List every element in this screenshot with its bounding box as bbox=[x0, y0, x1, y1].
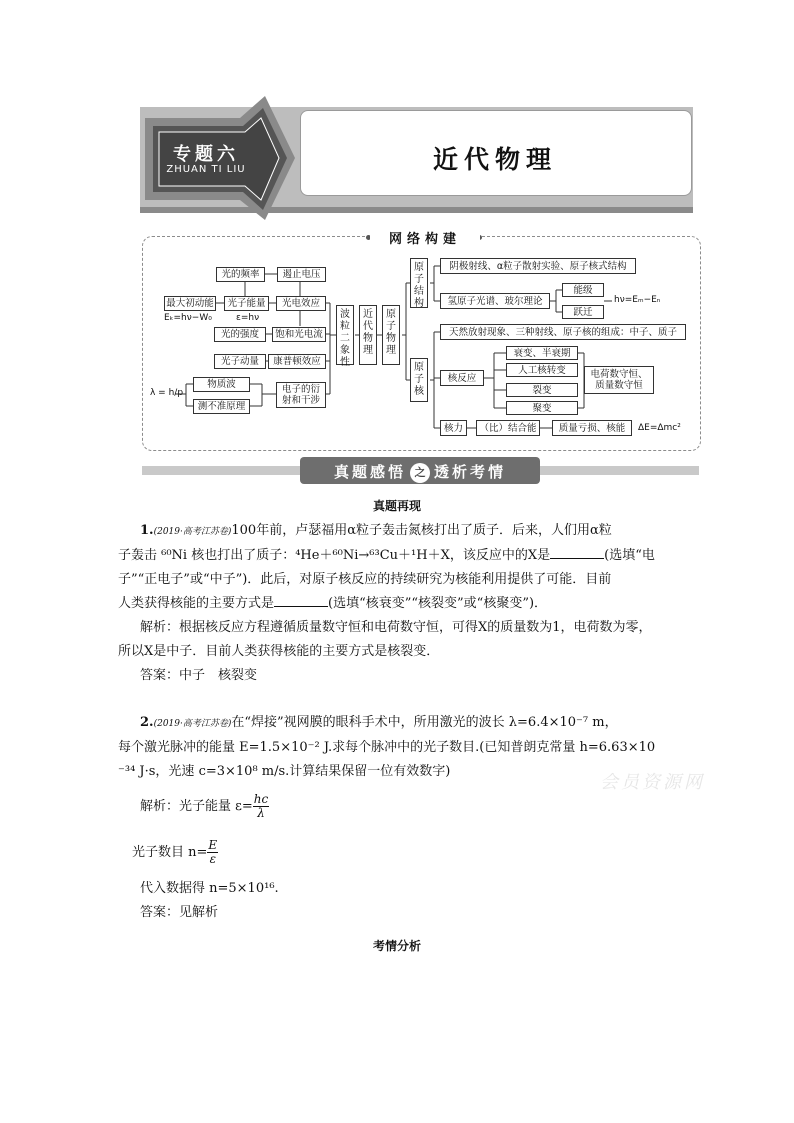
page-title: 近代物理 bbox=[432, 145, 557, 174]
fraction-numerator: hc bbox=[253, 792, 269, 806]
formula-de-broglie: λ = h/p bbox=[150, 388, 184, 398]
node-matter-wave: 物质波 bbox=[193, 377, 250, 392]
node-light-frequency: 光的频率 bbox=[216, 267, 265, 282]
node-binding-energy: （比）结合能 bbox=[476, 420, 540, 436]
node-atomic-structure: 原子结构 bbox=[410, 258, 428, 308]
q1-answer: 答案：中子 核裂变 bbox=[140, 668, 258, 683]
q1-text-d2: (选填“核衰变”“核裂变”或“核聚变”)． bbox=[328, 596, 548, 611]
q1-blank-1 bbox=[550, 546, 604, 559]
q2-answer: 答案：见解析 bbox=[140, 905, 219, 920]
q1-blank-2 bbox=[274, 594, 328, 607]
formula-transition: hν=Eₘ−Eₙ bbox=[614, 295, 661, 305]
node-modern-physics: 近代物理 bbox=[359, 305, 377, 365]
q1-number: 1. bbox=[140, 523, 154, 538]
section-title-right: 透析考情 bbox=[434, 463, 507, 481]
node-fusion: 聚变 bbox=[506, 401, 578, 415]
fraction-hc-over-lambda bbox=[253, 793, 269, 820]
fraction-e-over-epsilon bbox=[207, 839, 218, 866]
q1-text-b1: 子轰击 ⁶⁰Ni 核也打出了质子：⁴He＋⁶⁰Ni→⁶³Cu＋¹H＋X，该反应中的X是 bbox=[118, 548, 551, 563]
q2-text-a: 在“焊接”视网膜的眼科手术中，所用激光的波长 λ=6.4×10⁻⁷ m， bbox=[231, 715, 618, 730]
node-atomic-physics: 原子物理 bbox=[382, 305, 400, 365]
formula-kinetic-energy: Eₖ=hν−W₀ bbox=[164, 313, 212, 323]
q2-count-label: 光子数目 n= bbox=[132, 845, 208, 860]
node-fission: 裂变 bbox=[506, 383, 578, 397]
node-light-intensity: 光的强度 bbox=[214, 327, 266, 342]
node-transition: 跃迁 bbox=[562, 305, 604, 319]
node-electron-diffraction: 电子的衍射和干涉 bbox=[276, 382, 326, 408]
node-photon-energy: 光子能量 bbox=[224, 296, 269, 311]
node-energy-levels: 能级 bbox=[562, 283, 604, 297]
node-mass-defect: 质量亏损、核能 bbox=[552, 420, 632, 436]
q2-source: (2019·高考江苏卷) bbox=[153, 719, 232, 729]
node-photon-momentum: 光子动量 bbox=[214, 354, 266, 369]
q2-text-c: ⁻³⁴ J·s，光速 c=3×10⁸ m/s.计算结果保留一位有效数字) bbox=[118, 764, 451, 779]
section-title-mid: 之 bbox=[410, 463, 430, 483]
fraction-denominator: λ bbox=[257, 806, 265, 820]
node-photoelectric-effect: 光电效应 bbox=[276, 296, 326, 311]
badge-title: 专题六 bbox=[173, 144, 239, 165]
q2-analysis bbox=[118, 792, 688, 822]
q2-substitute: 代入数据得 n=5×10¹⁶. bbox=[140, 881, 279, 896]
formula-photon-energy: ε=hν bbox=[236, 313, 260, 323]
formula-mass-energy: ΔE=Δmc² bbox=[638, 423, 681, 433]
node-nuclear-reaction: 核反应 bbox=[440, 370, 484, 386]
q2-result bbox=[118, 877, 688, 925]
q1-analysis-b: 所以X是中子．目前人类获得核能的主要方式是核裂变． bbox=[118, 644, 440, 659]
heading-exam-review: 真题再现 bbox=[372, 499, 421, 513]
node-radioactivity: 天然放射现象、三种射线、原子核的组成：中子、质子 bbox=[440, 324, 686, 340]
q1-text-d1: 人类获得核能的主要方式是 bbox=[118, 596, 275, 611]
node-hydrogen-spectrum: 氢原子光谱、玻尔理论 bbox=[440, 293, 550, 309]
node-decay-half-life: 衰变、半衰期 bbox=[506, 346, 578, 360]
q2-text-b: 每个激光脉冲的能量 E=1.5×10⁻² J.求每个脉冲中的光子数目.(已知普朗克常量 h=6.63×10 bbox=[118, 740, 656, 755]
concept-map-title: 网络构建 bbox=[370, 228, 480, 246]
node-max-kinetic-energy: 最大初动能 bbox=[164, 296, 216, 311]
heading-exam-analysis: 考情分析 bbox=[372, 939, 421, 953]
node-compton-effect: 康普顿效应 bbox=[268, 354, 326, 369]
node-artificial-transmutation: 人工核转变 bbox=[506, 363, 578, 377]
fraction-denominator: ε bbox=[209, 852, 217, 866]
fraction-numerator: E bbox=[208, 838, 218, 852]
q1-source: (2019·高考江苏卷) bbox=[153, 527, 232, 537]
node-uncertainty-principle: 测不准原理 bbox=[193, 399, 250, 414]
section-title-left: 真题感悟 bbox=[333, 463, 406, 481]
q1-text-c: 子”“正电子”或“中子”)．此后，对原子核反应的持续研究为核能利用提供了可能．目前 bbox=[118, 572, 612, 587]
badge-subtitle: ZHUAN TI LIU bbox=[166, 164, 246, 175]
node-stopping-voltage: 遏止电压 bbox=[277, 267, 326, 282]
node-cathode-rays: 阴极射线、α粒子散射实验、原子核式结构 bbox=[440, 258, 636, 274]
node-nuclear-force: 核力 bbox=[440, 420, 467, 436]
node-wave-particle-duality: 波粒二象性 bbox=[336, 305, 354, 365]
concept-map-connectors bbox=[0, 0, 794, 460]
node-conservation-laws: 电荷数守恒、质量数守恒 bbox=[584, 366, 654, 394]
node-nucleus: 原子核 bbox=[410, 358, 428, 402]
q1-text-b2: (选填“电 bbox=[604, 548, 655, 563]
q1-analysis-a: 解析：根据核反应方程遵循质量数守恒和电荷数守恒，可得X的质量数为1，电荷数为零， bbox=[140, 620, 652, 635]
question-1 bbox=[118, 519, 688, 688]
q2-count bbox=[132, 838, 702, 868]
q2-energy-label: 解析：光子能量 ε= bbox=[140, 799, 253, 814]
node-saturation-current: 饱和光电流 bbox=[272, 327, 326, 342]
q2-number: 2. bbox=[140, 715, 154, 730]
watermark: 会员资源网 bbox=[600, 772, 705, 793]
section-title bbox=[300, 461, 540, 483]
q1-text-a: 100年前，卢瑟福用α粒子轰击氮核打出了质子．后来，人们用α粒 bbox=[231, 523, 612, 538]
